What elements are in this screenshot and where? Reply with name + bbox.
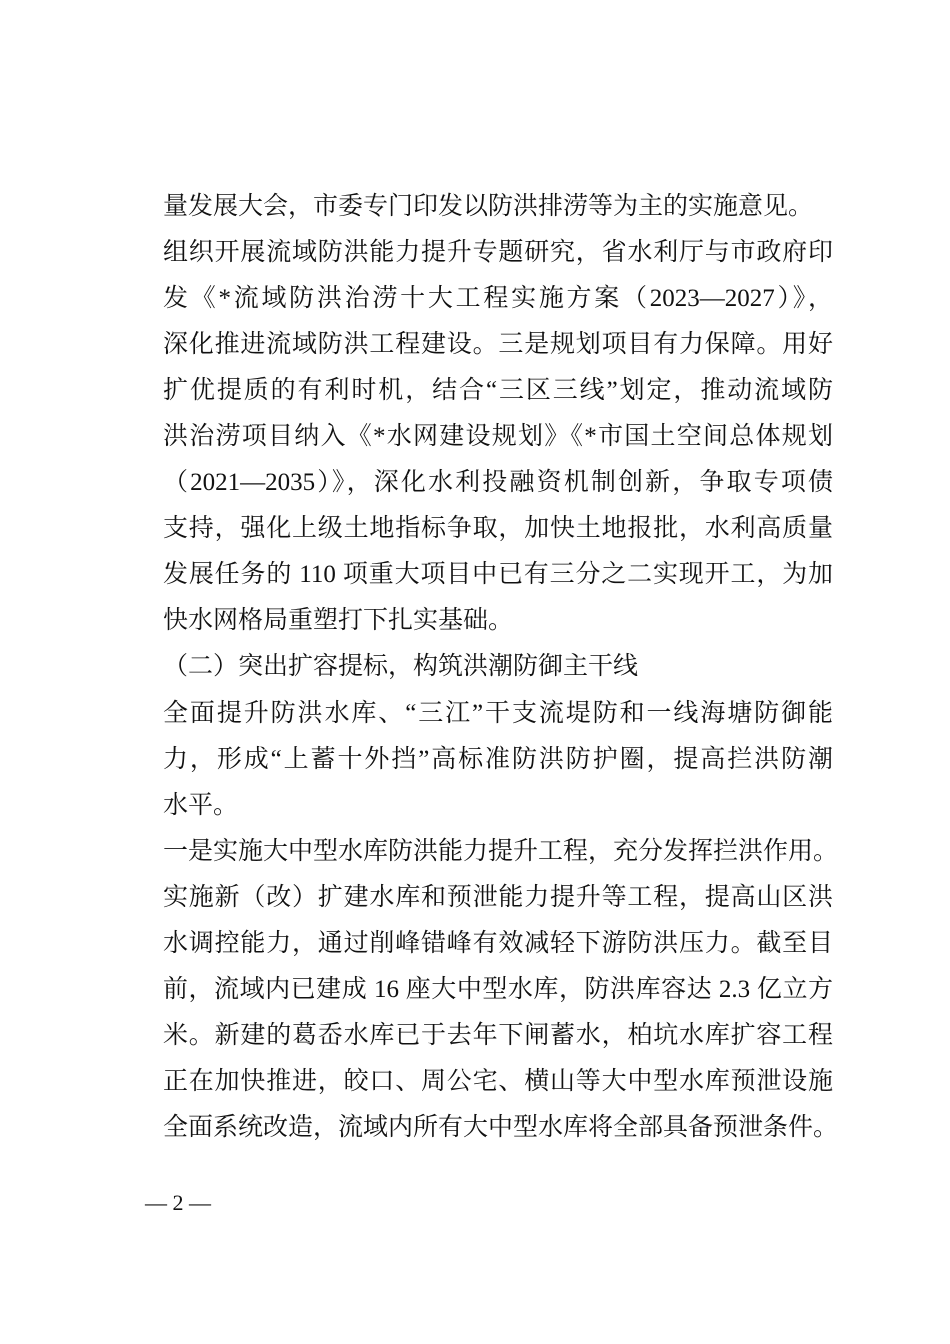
section-heading: （二）突出扩容提标，构筑洪潮防御主干线 xyxy=(163,653,639,681)
text-line: 组织开展流域防洪能力提升专题研究，省水利厅与市政府印 xyxy=(163,239,833,267)
text-line: 前，流域内已建成 16 座大中型水库，防洪库容达 2.3 亿立方 xyxy=(163,975,833,1003)
text-line: 发《*流域防洪治涝十大工程实施方案（2023—2027）》， xyxy=(163,285,833,313)
text-line: 发展任务的 110 项重大项目中已有三分之二实现开工，为加 xyxy=(163,561,833,589)
text-line: 支持，强化上级土地指标争取，加快土地报批，水利高质量 xyxy=(163,515,833,543)
document-body xyxy=(163,184,839,1151)
text-line: 力，形成“上蓄十外挡”高标准防洪防护圈，提高拦洪防潮 xyxy=(163,745,833,773)
text-line: 快水网格局重塑打下扎实基础。 xyxy=(163,607,514,635)
text-line: 扩优提质的有利时机，结合“三区三线”划定，推动流域防 xyxy=(163,377,833,405)
text-line: 量发展大会，市委专门印发以防洪排涝等为主的实施意见。 xyxy=(163,193,814,220)
text-line: （2021—2035）》，深化水利投融资机制创新，争取专项债 xyxy=(163,469,833,497)
page-number: — 2 — xyxy=(145,1190,211,1215)
text-line: 正在加快推进，皎口、周公宅、横山等大中型水库预泄设施 xyxy=(163,1067,833,1095)
text-line: 一是实施大中型水库防洪能力提升工程，充分发挥拦洪作用。 xyxy=(163,837,839,865)
text-line: 洪治涝项目纳入《*水网建设规划》《*市国土空间总体规划 xyxy=(163,423,833,451)
text-line: 实施新（改）扩建水库和预泄能力提升等工程，提高山区洪 xyxy=(163,883,833,911)
text-line: 全面系统改造，流域内所有大中型水库将全部具备预泄条件。 xyxy=(163,1113,839,1141)
text-line: 米。新建的葛岙水库已于去年下闸蓄水，柏坑水库扩容工程 xyxy=(163,1021,833,1049)
text-line: 全面提升防洪水库、“三江”干支流堤防和一线海塘防御能 xyxy=(163,699,833,727)
text-line: 深化推进流域防洪工程建设。三是规划项目有力保障。用好 xyxy=(163,331,833,359)
text-line: 水平。 xyxy=(163,791,239,819)
text-line: 水调控能力，通过削峰错峰有效减轻下游防洪压力。截至目 xyxy=(163,929,833,957)
